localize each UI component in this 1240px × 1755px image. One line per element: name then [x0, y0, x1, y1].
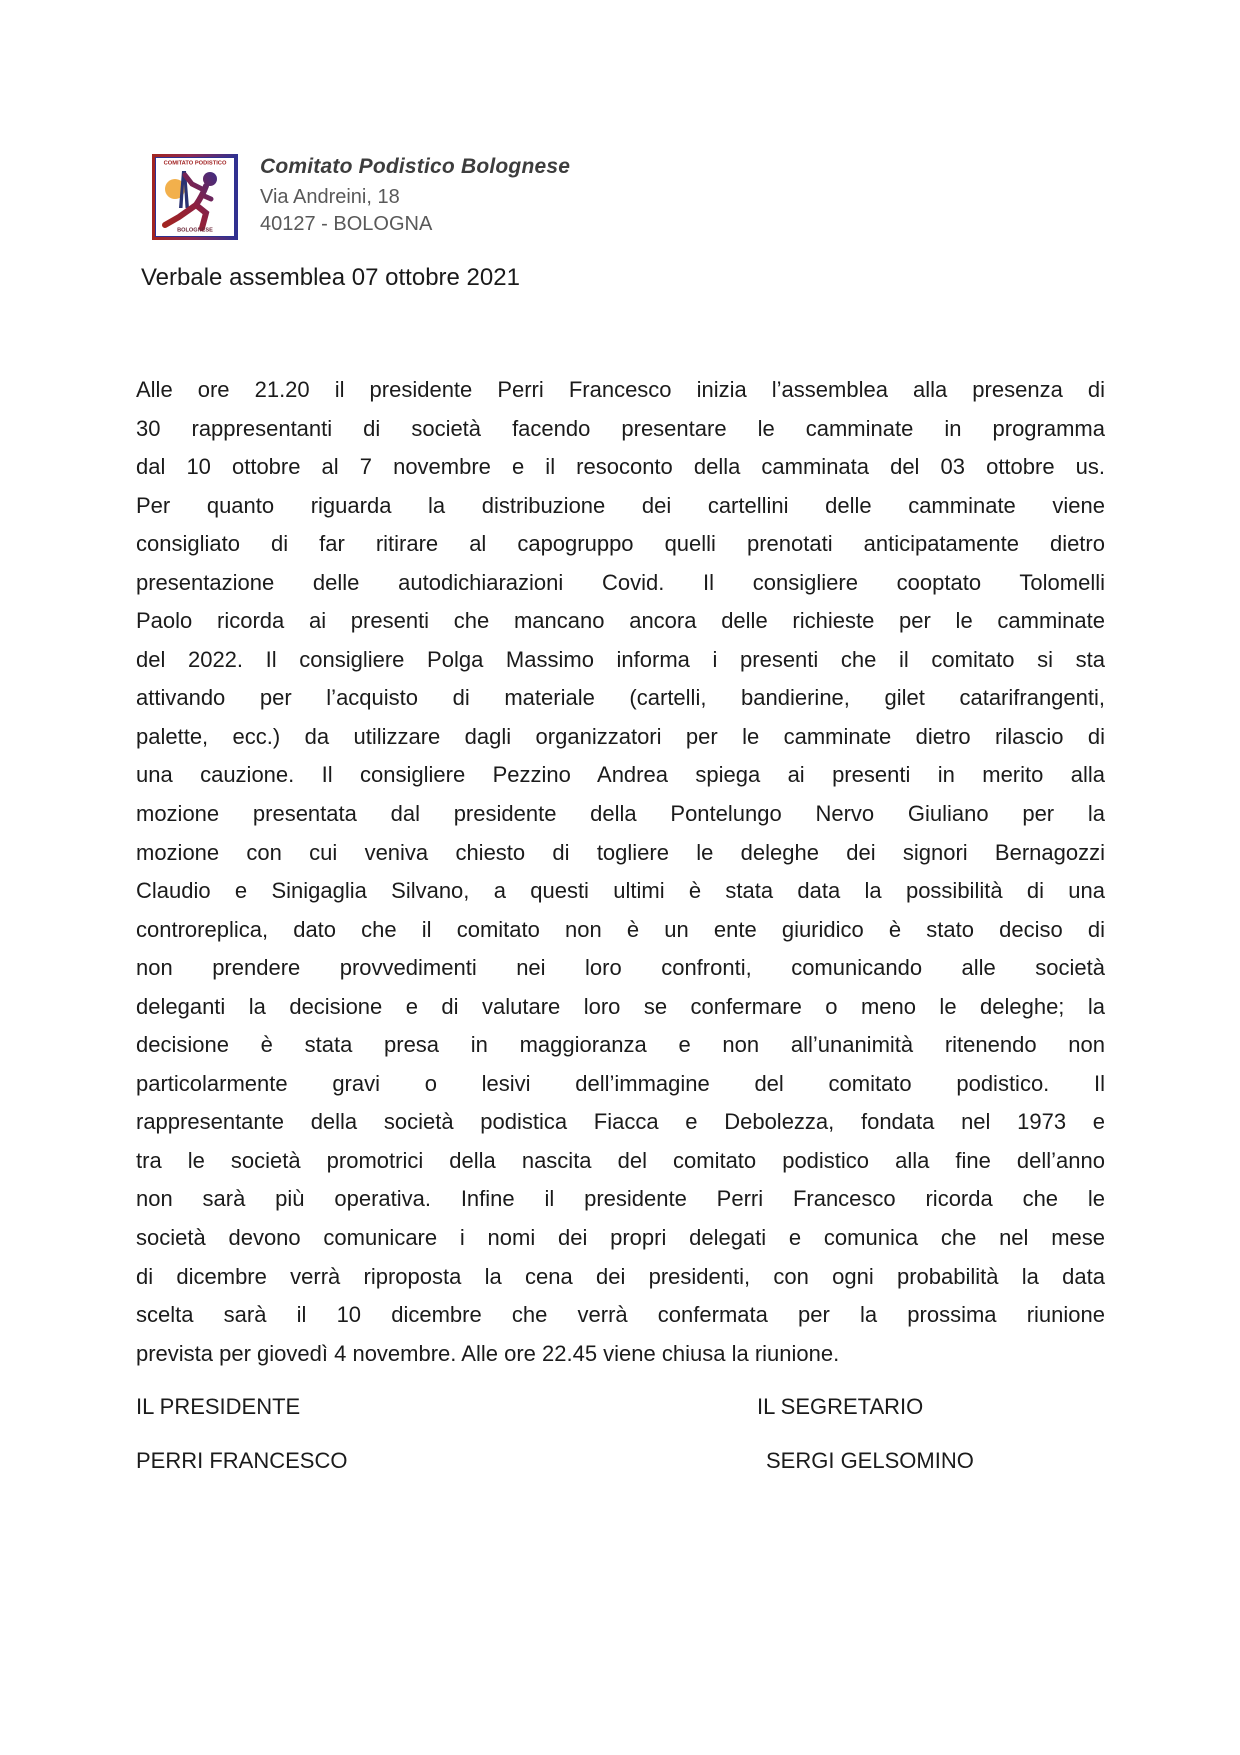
body-line: particolarmente gravi o lesivi dell’immagine del comitato podistico. Il	[136, 1070, 1105, 1096]
body-line: decisione è stata presa in maggioranza e non all’unanimità ritenendo non	[136, 1032, 1105, 1058]
body-line: mozione presentata dal presidente della Pontelungo Nervo Giuliano per la	[136, 801, 1105, 827]
org-address-street: Via Andreini, 18	[260, 186, 400, 208]
body-line: palette, ecc.) da utilizzare dagli organizzatori per le camminate dietro rilascio di	[136, 723, 1105, 749]
org-logo-inner	[155, 157, 235, 237]
body-line: rappresentante della società podistica Fiacca e Debolezza, fondata nel 1973 e	[136, 1109, 1105, 1135]
body-line: controreplica, dato che il comitato non è un ente giuridico è stato deciso di	[136, 916, 1105, 942]
body-line: società devono comunicare i nomi dei propri delegati e comunica che nel mese	[136, 1225, 1105, 1251]
org-logo	[152, 154, 238, 240]
body-line: Per quanto riguarda la distribuzione dei cartellini delle camminate viene	[136, 492, 1105, 518]
logo-bottom-label: BOLOGNESE	[177, 227, 213, 234]
body-line: non prendere provvedimenti nei loro confronti, comunicando alle società	[136, 955, 1105, 981]
body-line: scelta sarà il 10 dicembre che verrà confermata per la prossima riunione	[136, 1302, 1105, 1328]
org-name: Comitato Podistico Bolognese	[260, 155, 571, 178]
president-role-label: IL PRESIDENTE	[136, 1394, 301, 1419]
letterhead	[260, 155, 570, 238]
body-line: presentazione delle autodichiarazioni Covid. Il consigliere cooptato Tolomelli	[136, 569, 1105, 595]
body-line: del 2022. Il consigliere Polga Massimo informa i presenti che il comitato si sta	[136, 646, 1105, 672]
runner-with-sun-and-tower-icon	[158, 168, 234, 232]
body-line: dal 10 ottobre al 7 novembre e il resoconto della camminata del 03 ottobre us.	[136, 454, 1105, 480]
body-line: non sarà più operativa. Infine il presidente Perri Francesco ricorda che le	[136, 1186, 1105, 1212]
body-line: tra le società promotrici della nascita del comitato podistico alla fine dell’anno	[136, 1147, 1105, 1173]
org-address-city: 40127 - BOLOGNA	[260, 213, 433, 235]
body-line: una cauzione. Il consigliere Pezzino Andrea spiega ai presenti in merito alla	[136, 762, 1105, 788]
page-title: Verbale assemblea 07 ottobre 2021	[141, 264, 520, 291]
body-line: consigliato di far ritirare al capogruppo quelli prenotati anticipatamente dietro	[136, 531, 1105, 557]
secretary-role-label: IL SEGRETARIO	[757, 1394, 924, 1419]
body-line: prevista per giovedì 4 novembre. Alle ore 22.45 viene chiusa la riunione.	[136, 1340, 840, 1366]
body-line: mozione con cui veniva chiesto di togliere le deleghe dei signori Bernagozzi	[136, 839, 1105, 865]
body-line: di dicembre verrà riproposta la cena dei presidenti, con ogni probabilità la data	[136, 1263, 1105, 1289]
body-paragraph	[136, 371, 1105, 1373]
body-line: Alle ore 21.20 il presidente Perri Francesco inizia l’assemblea alla presenza di	[136, 377, 1105, 402]
body-line: Claudio e Sinigaglia Silvano, a questi ultimi è stata data la possibilità di una	[136, 878, 1105, 904]
secretary-name: SERGI GELSOMINO	[766, 1448, 974, 1473]
logo-top-label: COMITATO PODISTICO	[163, 160, 227, 167]
body-line: deleganti la decisione e di valutare loro se confermare o meno le deleghe; la	[136, 993, 1105, 1019]
body-line: 30 rappresentanti di società facendo presentare le camminate in programma	[136, 415, 1105, 441]
body-line: attivando per l’acquisto di materiale (cartelli, bandierine, gilet catarifrangenti,	[136, 685, 1105, 711]
body-line: Paolo ricorda ai presenti che mancano ancora delle richieste per le camminate	[136, 608, 1105, 634]
president-name: PERRI FRANCESCO	[136, 1448, 348, 1473]
